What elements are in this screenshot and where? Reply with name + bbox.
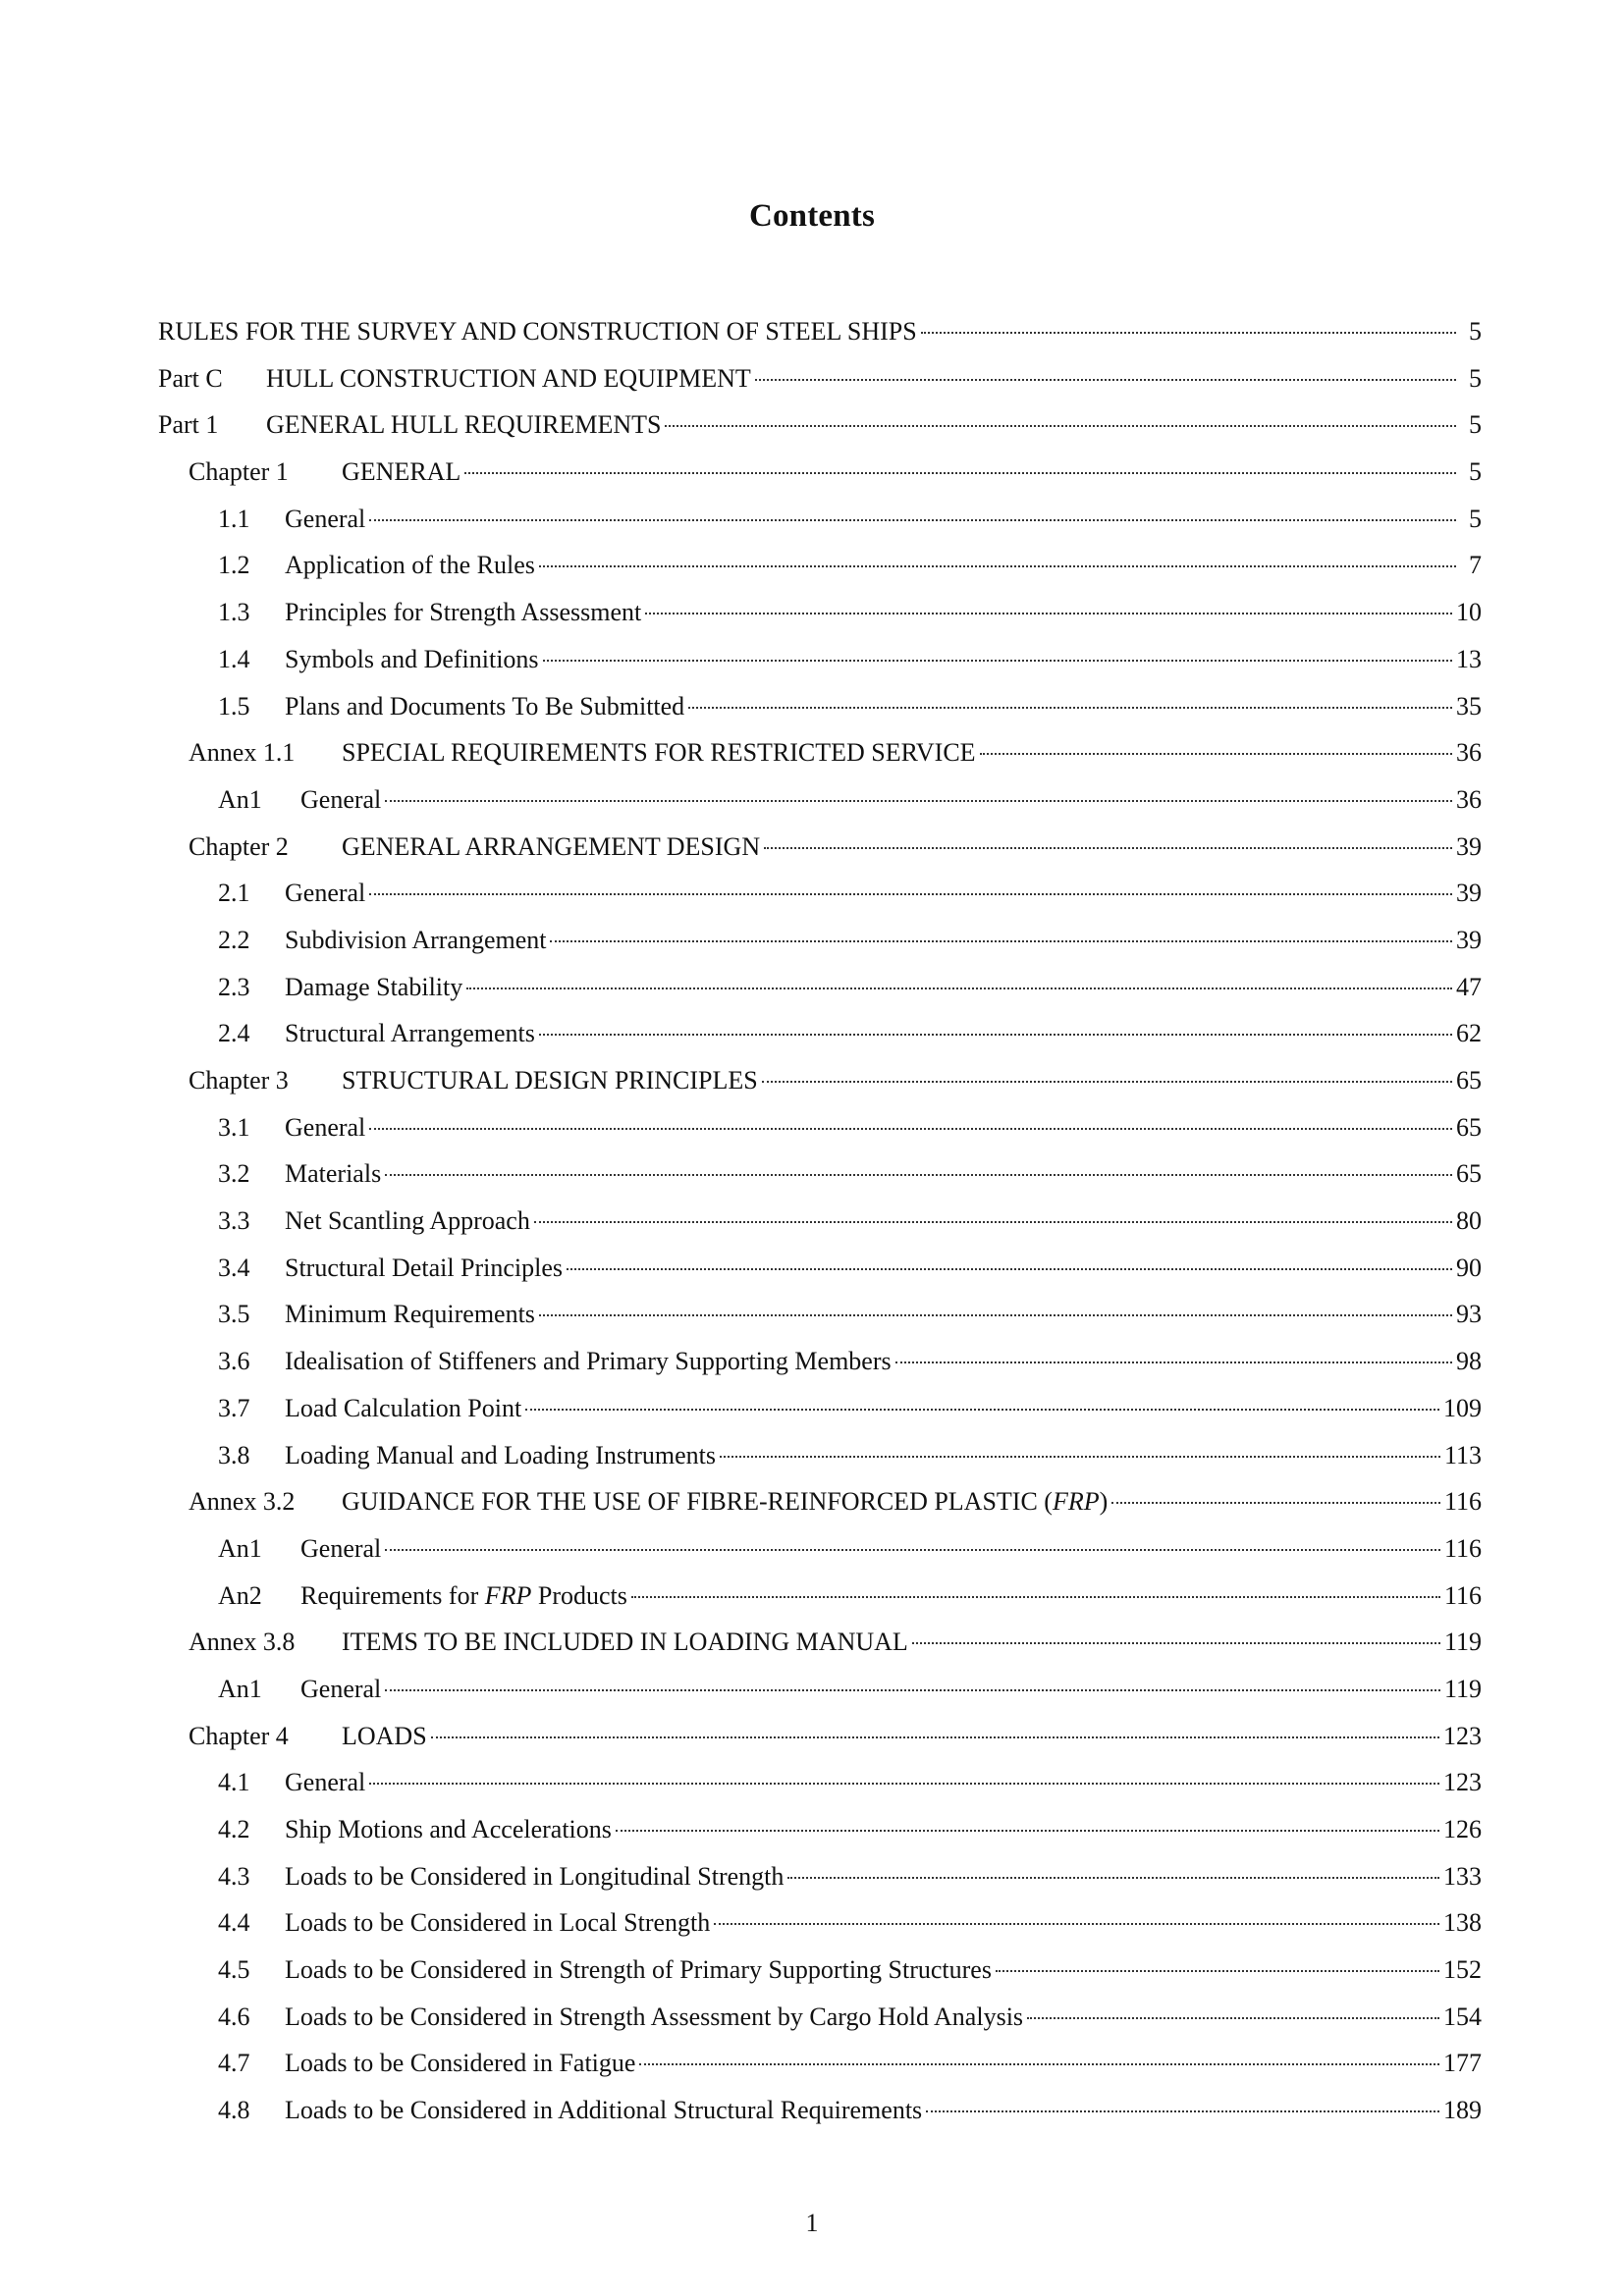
toc-entry-title: Structural Arrangements bbox=[285, 1019, 535, 1048]
toc-entry-number: Chapter 3 bbox=[189, 1066, 289, 1095]
toc-entry-page: 5 bbox=[1469, 457, 1482, 487]
table-of-contents bbox=[158, 317, 1482, 2143]
toc-entry-page: 62 bbox=[1456, 1019, 1482, 1048]
toc-entry[interactable] bbox=[158, 317, 1482, 364]
toc-entry[interactable] bbox=[158, 1815, 1482, 1862]
toc-entry-title: Loads to be Considered in Fatigue bbox=[285, 2049, 636, 2078]
toc-entry[interactable] bbox=[158, 1254, 1482, 1301]
toc-entry[interactable] bbox=[158, 973, 1482, 1020]
toc-entry-number: 3.5 bbox=[218, 1300, 250, 1329]
toc-entry-number: 3.4 bbox=[218, 1253, 250, 1282]
toc-entry-title: Net Scantling Approach bbox=[285, 1206, 530, 1236]
toc-entry-title: Loads to be Considered in Longitudinal Strength bbox=[285, 1861, 785, 1891]
toc-entry-title: ITEMS TO BE INCLUDED IN LOADING MANUAL bbox=[342, 1628, 908, 1657]
toc-entry-page: 177 bbox=[1443, 2049, 1482, 2078]
toc-entry-number: 4.8 bbox=[218, 2096, 250, 2125]
toc-entry-number: 4.7 bbox=[218, 2049, 250, 2078]
toc-entry-title: Symbols and Definitions bbox=[285, 644, 539, 673]
toc-entry[interactable] bbox=[158, 1394, 1482, 1441]
toc-entry-title bbox=[342, 1487, 1108, 1517]
toc-entry-title bbox=[300, 1581, 627, 1611]
toc-entry-page: 5 bbox=[1469, 317, 1482, 346]
dot-leader bbox=[616, 1830, 1439, 1832]
dot-leader bbox=[895, 1362, 1452, 1363]
toc-entry-number: 3.1 bbox=[218, 1112, 250, 1142]
toc-entry-title: RULES FOR THE SURVEY AND CONSTRUCTION OF STEEL SHIPS bbox=[158, 317, 917, 346]
dot-leader bbox=[787, 1877, 1439, 1879]
toc-entry[interactable] bbox=[158, 1955, 1482, 2002]
toc-entry-number: 3.7 bbox=[218, 1393, 250, 1422]
toc-entry-number: Part 1 bbox=[158, 410, 219, 440]
dot-leader bbox=[631, 1596, 1440, 1598]
dot-leader bbox=[639, 2063, 1439, 2065]
toc-entry-title: Damage Stability bbox=[285, 972, 463, 1001]
toc-entry[interactable] bbox=[158, 832, 1482, 880]
toc-entry-page: 39 bbox=[1456, 831, 1482, 861]
toc-entry-page: 5 bbox=[1469, 363, 1482, 393]
dot-leader bbox=[525, 1409, 1439, 1411]
toc-entry-page: 35 bbox=[1456, 691, 1482, 721]
toc-entry-number: 2.3 bbox=[218, 972, 250, 1001]
toc-entry[interactable] bbox=[158, 1581, 1482, 1629]
toc-entry-number: 4.1 bbox=[218, 1768, 250, 1797]
toc-entry-title: General bbox=[285, 504, 366, 533]
toc-entry-title: Loads to be Considered in Local Strength bbox=[285, 1908, 711, 1938]
toc-entry-number: 4.5 bbox=[218, 1955, 250, 1985]
toc-entry-number: An1 bbox=[218, 1533, 262, 1563]
dot-leader bbox=[980, 753, 1452, 755]
toc-entry-number: 4.3 bbox=[218, 1861, 250, 1891]
dot-leader bbox=[369, 893, 1452, 895]
toc-entry-page: 90 bbox=[1456, 1253, 1482, 1282]
toc-entry-page: 65 bbox=[1456, 1159, 1482, 1189]
toc-entry[interactable] bbox=[158, 364, 1482, 411]
toc-entry[interactable] bbox=[158, 1441, 1482, 1488]
toc-entry[interactable] bbox=[158, 1908, 1482, 1955]
toc-entry-number: An1 bbox=[218, 784, 262, 814]
toc-entry[interactable] bbox=[158, 1159, 1482, 1206]
toc-entry[interactable] bbox=[158, 1347, 1482, 1394]
toc-entry-page: 152 bbox=[1443, 1955, 1482, 1985]
toc-entry-page: 5 bbox=[1469, 410, 1482, 440]
dot-leader bbox=[369, 1128, 1452, 1130]
toc-entry-title: Loads to be Considered in Additional Structural Requirements bbox=[285, 2096, 923, 2125]
toc-entry[interactable] bbox=[158, 505, 1482, 552]
toc-entry-number: 1.3 bbox=[218, 598, 250, 627]
toc-entry-title: GENERAL bbox=[342, 457, 461, 487]
dot-leader bbox=[665, 425, 1456, 427]
toc-entry-page: 98 bbox=[1456, 1347, 1482, 1376]
toc-entry[interactable] bbox=[158, 645, 1482, 692]
toc-entry-title: GENERAL ARRANGEMENT DESIGN bbox=[342, 831, 761, 861]
toc-entry-number: An2 bbox=[218, 1580, 262, 1610]
toc-entry-page: 126 bbox=[1443, 1815, 1482, 1843]
toc-entry-page: 47 bbox=[1456, 972, 1482, 1001]
toc-entry-page: 154 bbox=[1443, 2002, 1482, 2031]
toc-entry-title: STRUCTURAL DESIGN PRINCIPLES bbox=[342, 1066, 758, 1095]
toc-entry-page: 133 bbox=[1443, 1861, 1482, 1891]
toc-entry[interactable] bbox=[158, 1628, 1482, 1675]
toc-entry-title: HULL CONSTRUCTION AND EQUIPMENT bbox=[266, 363, 751, 393]
toc-entry-page: 138 bbox=[1443, 1908, 1482, 1938]
dot-leader bbox=[921, 332, 1456, 334]
toc-entry[interactable] bbox=[158, 926, 1482, 973]
toc-entry-page: 65 bbox=[1456, 1112, 1482, 1142]
toc-entry[interactable] bbox=[158, 1019, 1482, 1066]
toc-entry-page: 36 bbox=[1456, 738, 1482, 768]
dot-leader bbox=[912, 1642, 1440, 1644]
toc-entry-title: Load Calculation Point bbox=[285, 1393, 522, 1422]
toc-entry-page: 13 bbox=[1456, 644, 1482, 673]
toc-entry-page: 119 bbox=[1443, 1674, 1482, 1703]
toc-entry-number: Annex 1.1 bbox=[189, 738, 296, 768]
toc-entry-title: Application of the Rules bbox=[285, 551, 535, 580]
dot-leader bbox=[385, 1174, 1452, 1176]
toc-entry-title: Principles for Strength Assessment bbox=[285, 598, 642, 627]
toc-entry-page: 109 bbox=[1443, 1393, 1482, 1422]
dot-leader bbox=[1111, 1502, 1440, 1504]
toc-entry[interactable] bbox=[158, 1113, 1482, 1160]
toc-entry-page: 116 bbox=[1443, 1533, 1482, 1563]
toc-entry[interactable] bbox=[158, 1487, 1482, 1534]
page-title: Contents bbox=[748, 198, 876, 234]
dot-leader bbox=[464, 472, 1456, 474]
toc-entry-title: Ship Motions and Accelerations bbox=[285, 1815, 612, 1843]
toc-entry-number: 3.2 bbox=[218, 1159, 250, 1189]
dot-leader bbox=[534, 1221, 1452, 1223]
toc-entry-number: Annex 3.8 bbox=[189, 1628, 296, 1657]
toc-entry-number: 1.2 bbox=[218, 551, 250, 580]
toc-entry-title-suffix: ) bbox=[1099, 1487, 1109, 1517]
toc-entry-title-text: GUIDANCE FOR THE USE OF FIBRE-REINFORCED PLASTIC ( bbox=[342, 1487, 1053, 1517]
toc-entry-number: Annex 3.2 bbox=[189, 1487, 296, 1517]
toc-entry-page: 123 bbox=[1443, 1721, 1482, 1750]
toc-entry-title: General bbox=[285, 1768, 366, 1797]
toc-entry-title-italic: FRP bbox=[484, 1580, 532, 1610]
toc-entry-page: 189 bbox=[1443, 2096, 1482, 2125]
toc-entry-page: 36 bbox=[1456, 784, 1482, 814]
toc-entry-title: Materials bbox=[285, 1159, 382, 1189]
toc-entry[interactable] bbox=[158, 785, 1482, 832]
toc-entry[interactable] bbox=[158, 1675, 1482, 1722]
toc-entry-page: 93 bbox=[1456, 1300, 1482, 1329]
toc-entry-title: Loads to be Considered in Strength Assessment by Cargo Hold Analysis bbox=[285, 2002, 1024, 2031]
dot-leader bbox=[431, 1736, 1439, 1738]
toc-entry[interactable] bbox=[158, 410, 1482, 457]
toc-entry[interactable] bbox=[158, 2002, 1482, 2050]
dot-leader bbox=[567, 1268, 1452, 1270]
toc-entry-number: Part C bbox=[158, 363, 223, 393]
toc-entry-title: Structural Detail Principles bbox=[285, 1253, 564, 1282]
toc-entry-page: 116 bbox=[1443, 1580, 1482, 1610]
toc-entry-number: Chapter 4 bbox=[189, 1721, 289, 1750]
toc-entry-title: GENERAL HULL REQUIREMENTS bbox=[266, 410, 662, 440]
toc-entry-number: 3.8 bbox=[218, 1440, 250, 1469]
toc-entry-page: 80 bbox=[1456, 1206, 1482, 1236]
toc-entry[interactable] bbox=[158, 1768, 1482, 1815]
toc-entry-title: Plans and Documents To Be Submitted bbox=[285, 691, 685, 721]
dot-leader bbox=[720, 1456, 1440, 1458]
toc-entry-number: 1.1 bbox=[218, 504, 250, 533]
toc-entry[interactable] bbox=[158, 598, 1482, 645]
dot-leader bbox=[762, 1081, 1452, 1083]
dot-leader bbox=[755, 379, 1456, 381]
dot-leader bbox=[550, 940, 1452, 942]
dot-leader bbox=[543, 660, 1452, 662]
toc-entry-page: 7 bbox=[1469, 551, 1482, 580]
page-number: 1 bbox=[805, 2209, 819, 2237]
toc-entry[interactable] bbox=[158, 2049, 1482, 2096]
toc-entry-page: 119 bbox=[1443, 1628, 1482, 1657]
toc-entry-title-italic: FRP bbox=[1052, 1487, 1100, 1517]
dot-leader bbox=[539, 565, 1456, 567]
toc-entry-number: An1 bbox=[218, 1674, 262, 1703]
toc-entry-number: 3.6 bbox=[218, 1347, 250, 1376]
dot-leader bbox=[539, 1314, 1452, 1316]
toc-entry[interactable] bbox=[158, 738, 1482, 785]
dot-leader bbox=[385, 800, 1452, 802]
toc-entry-page: 39 bbox=[1456, 879, 1482, 908]
dot-leader bbox=[466, 988, 1452, 989]
toc-entry-page: 10 bbox=[1456, 598, 1482, 627]
dot-leader bbox=[385, 1549, 1440, 1551]
toc-entry[interactable] bbox=[158, 692, 1482, 739]
toc-entry-page: 39 bbox=[1456, 925, 1482, 954]
toc-entry-page: 113 bbox=[1443, 1440, 1482, 1469]
toc-entry-title: LOADS bbox=[342, 1721, 427, 1750]
toc-entry[interactable] bbox=[158, 1206, 1482, 1254]
toc-entry[interactable] bbox=[158, 879, 1482, 926]
toc-entry-number: 1.5 bbox=[218, 691, 250, 721]
toc-entry-title: Idealisation of Stiffeners and Primary Supporting Members bbox=[285, 1347, 892, 1376]
toc-entry[interactable] bbox=[158, 1300, 1482, 1347]
toc-entry[interactable] bbox=[158, 1862, 1482, 1909]
toc-entry[interactable] bbox=[158, 1722, 1482, 1769]
dot-leader bbox=[926, 2110, 1439, 2112]
dot-leader bbox=[385, 1689, 1440, 1691]
toc-entry-title: Subdivision Arrangement bbox=[285, 925, 547, 954]
toc-entry[interactable] bbox=[158, 2096, 1482, 2143]
toc-entry-number: 1.4 bbox=[218, 644, 250, 673]
dot-leader bbox=[1027, 2017, 1439, 2019]
toc-entry-title: General bbox=[300, 1674, 382, 1703]
toc-entry-title: General bbox=[285, 879, 366, 908]
toc-entry-number: 2.2 bbox=[218, 925, 250, 954]
toc-entry-title-text: Requirements for bbox=[300, 1580, 485, 1610]
toc-entry[interactable] bbox=[158, 1534, 1482, 1581]
toc-entry-title: Loads to be Considered in Strength of Primary Supporting Structures bbox=[285, 1955, 992, 1985]
dot-leader bbox=[369, 1783, 1439, 1785]
toc-entry-title: General bbox=[300, 784, 382, 814]
toc-entry-number: Chapter 1 bbox=[189, 457, 289, 487]
toc-entry-number: 4.6 bbox=[218, 2002, 250, 2031]
toc-entry-title: SPECIAL REQUIREMENTS FOR RESTRICTED SERVICE bbox=[342, 738, 976, 768]
toc-entry-title: General bbox=[300, 1533, 382, 1563]
toc-entry-number: Chapter 2 bbox=[189, 831, 289, 861]
toc-entry-number: 2.1 bbox=[218, 879, 250, 908]
toc-entry-number: 4.4 bbox=[218, 1908, 250, 1938]
dot-leader bbox=[996, 1970, 1439, 1972]
toc-entry-number: 3.3 bbox=[218, 1206, 250, 1236]
toc-entry-number: 2.4 bbox=[218, 1019, 250, 1048]
toc-entry-page: 123 bbox=[1443, 1768, 1482, 1797]
toc-entry-page: 65 bbox=[1456, 1066, 1482, 1095]
toc-entry-number: 4.2 bbox=[218, 1815, 250, 1843]
toc-entry[interactable] bbox=[158, 1066, 1482, 1113]
dot-leader bbox=[539, 1034, 1452, 1036]
toc-entry-page: 5 bbox=[1469, 504, 1482, 533]
toc-entry-title-suffix: Products bbox=[531, 1580, 627, 1610]
dot-leader bbox=[688, 707, 1452, 709]
toc-entry[interactable] bbox=[158, 457, 1482, 505]
dot-leader bbox=[764, 847, 1452, 849]
toc-entry-title: Minimum Requirements bbox=[285, 1300, 535, 1329]
toc-entry-title: Loading Manual and Loading Instruments bbox=[285, 1440, 717, 1469]
toc-entry[interactable] bbox=[158, 551, 1482, 598]
dot-leader bbox=[714, 1923, 1439, 1925]
toc-entry-title: General bbox=[285, 1112, 366, 1142]
dot-leader bbox=[645, 613, 1452, 614]
dot-leader bbox=[369, 519, 1456, 521]
toc-entry-page: 116 bbox=[1443, 1487, 1482, 1517]
